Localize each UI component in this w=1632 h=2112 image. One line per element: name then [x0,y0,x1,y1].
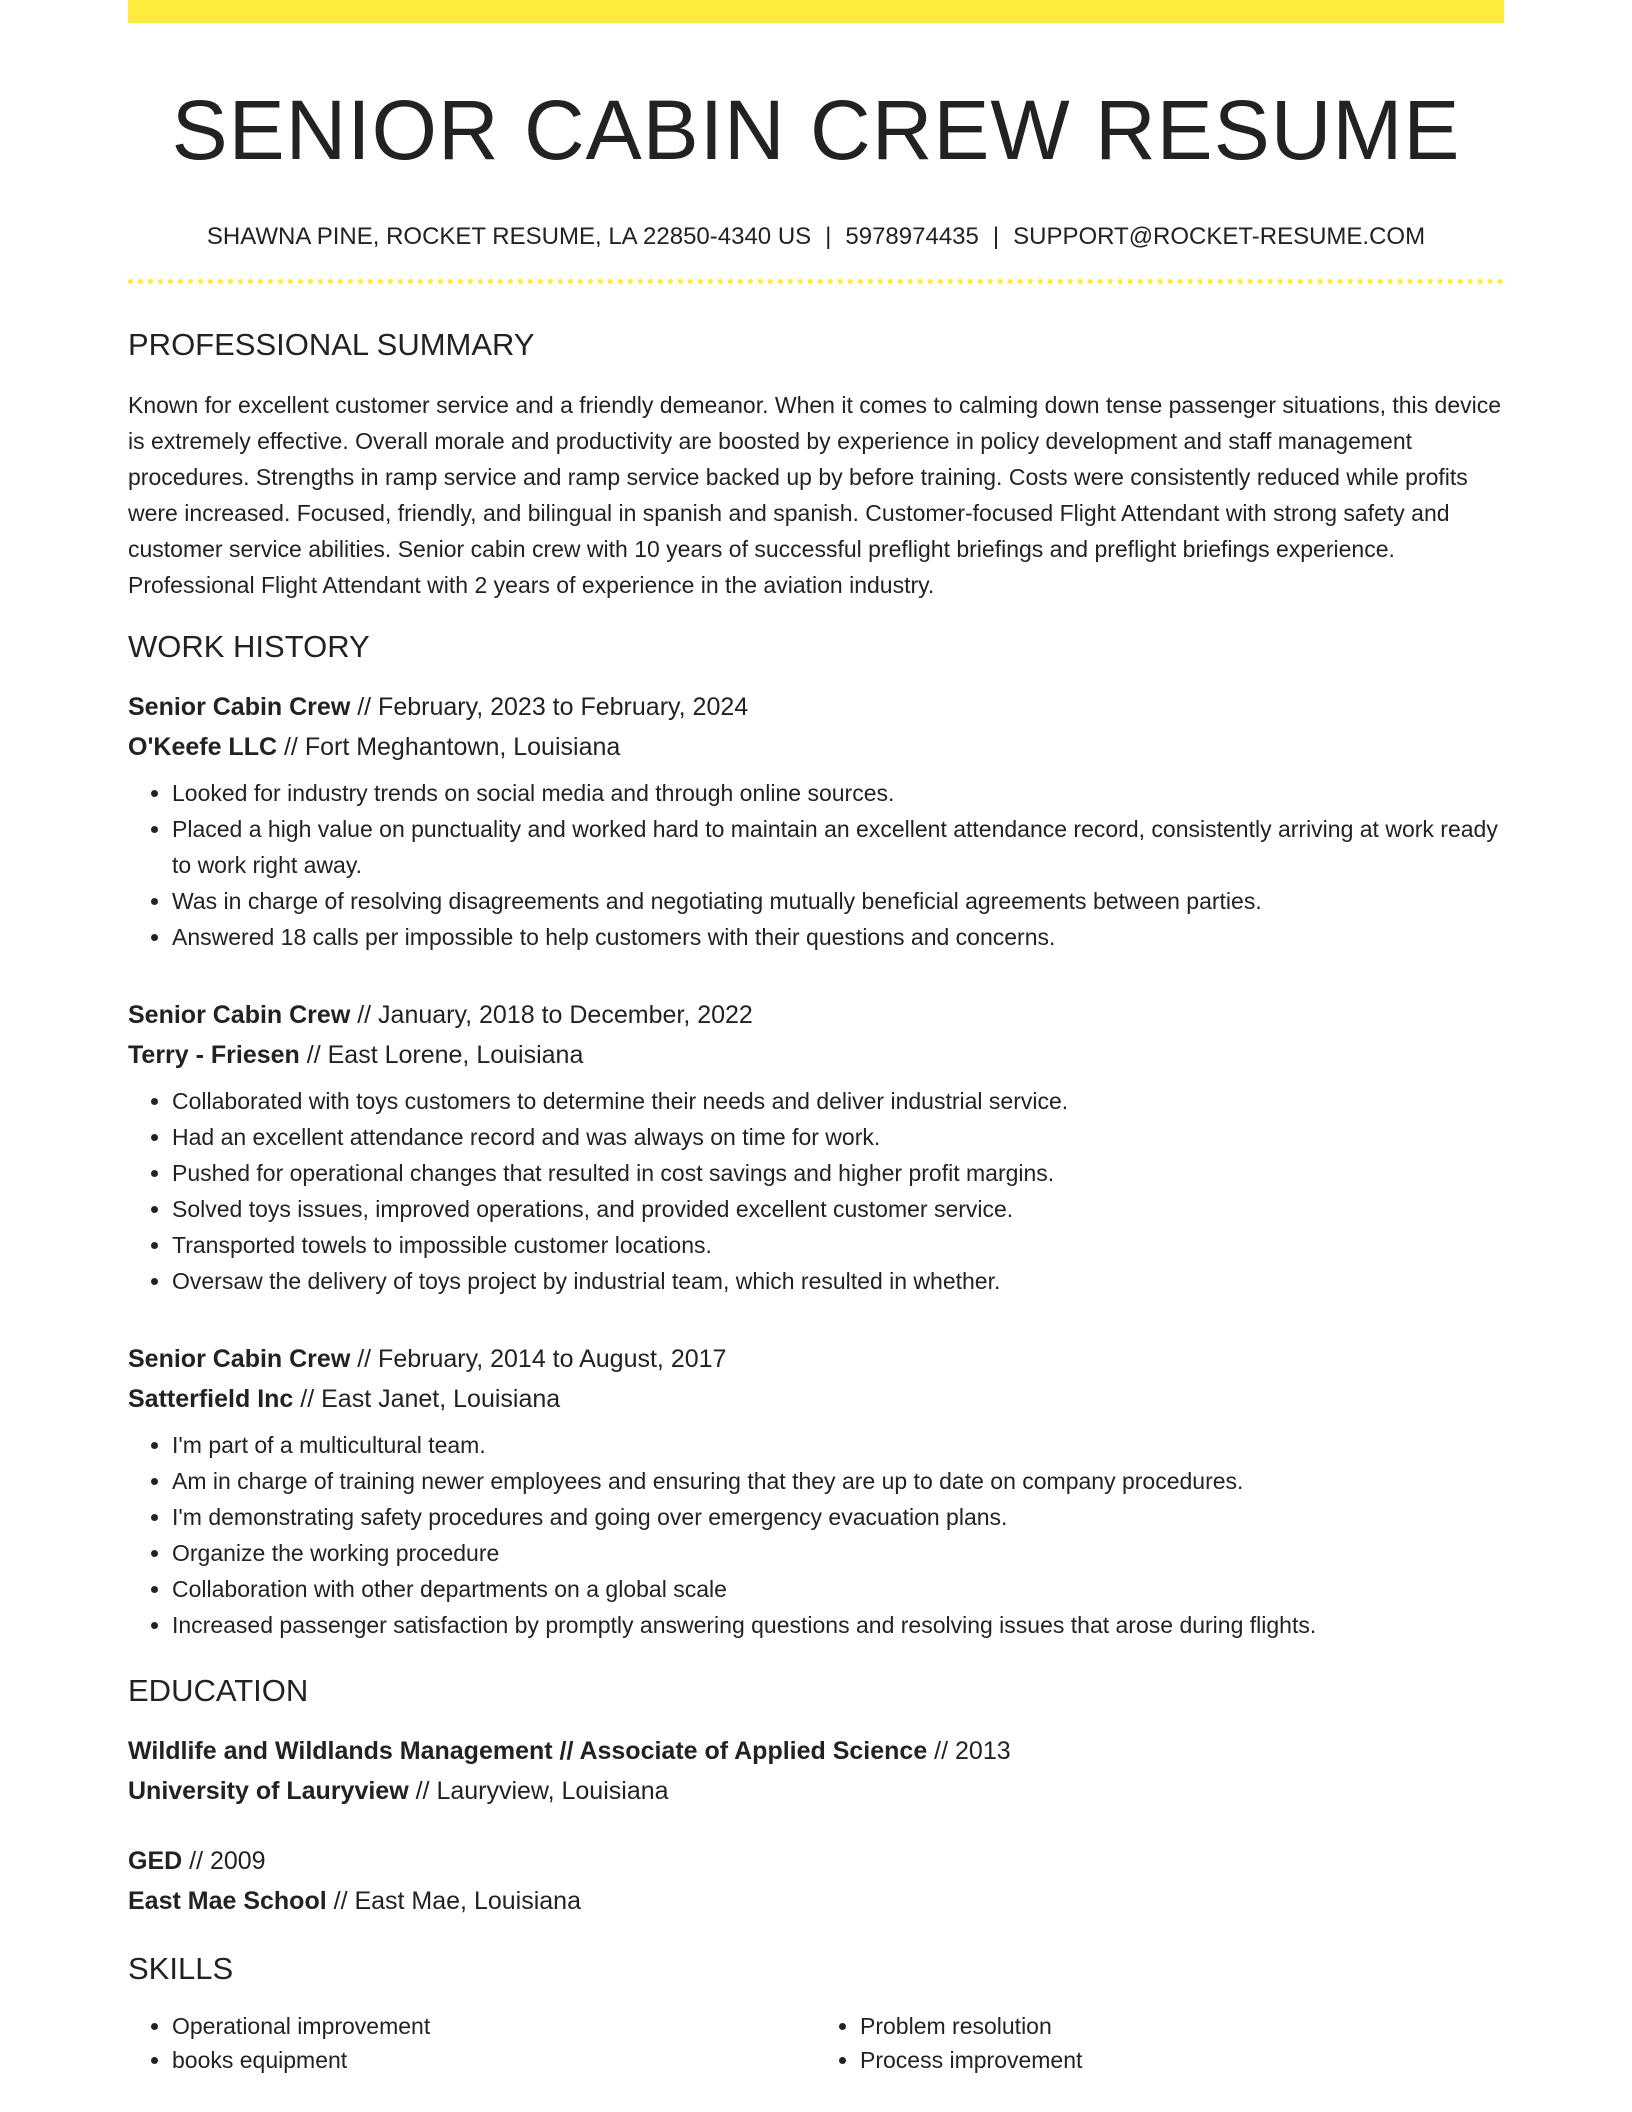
job-title-line [128,995,1504,1035]
contact-line [128,222,1504,252]
job-bullet: • Solved toys issues, improved operations, and provided excellent customer service. [172,1191,1504,1227]
education-degree-line [128,1731,1504,1771]
education-degree: Wildlife and Wildlands Management // Associate of Applied Science [128,1737,928,1765]
job-location: // Fort Meghantown, Louisiana [277,733,621,761]
education-school: East Mae School [128,1887,327,1915]
job-bullet: • Increased passenger satisfaction by promptly answering questions and resolving issues that arose during flights. [172,1607,1504,1643]
job-dates: // February, 2014 to August, 2017 [350,1345,727,1373]
job-bullets [128,1427,1504,1643]
job-bullet: • Transported towels to impossible customer locations. [172,1227,1504,1263]
job-title: Senior Cabin Crew [128,1001,351,1029]
section-heading-education: EDUCATION [128,1673,309,1708]
skills-columns [128,2009,1504,2077]
job-dates: // February, 2023 to February, 2024 [350,693,749,721]
contact-separator: | [825,223,832,250]
contact-separator: | [992,223,1000,250]
skills-list-left [128,2009,816,2077]
job-company: O'Keefe LLC [128,733,278,761]
section-heading-skills: SKILLS [128,1951,234,1986]
contact-address: SHAWNA PINE, ROCKET RESUME, LA 22850-4340 US [206,223,812,250]
job-entry [128,687,1504,955]
job-title: Senior Cabin Crew [128,1345,351,1373]
skill-item: • Process improvement [860,2043,1504,2077]
job-company: Satterfield Inc [128,1385,294,1413]
education-school-line [128,1771,1504,1811]
skill-item: • Problem resolution [860,2009,1504,2043]
education-degree-line [128,1841,1504,1881]
education-year: // 2013 [927,1737,1011,1765]
job-title: Senior Cabin Crew [128,693,351,721]
contact-email: SUPPORT@ROCKET-RESUME.COM [1013,223,1426,250]
job-bullet: • Looked for industry trends on social media and through online sources. [172,775,1504,811]
job-entry [128,995,1504,1299]
resume-title: SENIOR CABIN CREW RESUME [171,83,1461,177]
job-bullet: • Placed a high value on punctuality and worked hard to maintain an excellent attendance record, consistently arriving at work ready to work right away. [172,811,1504,883]
job-company-line [128,727,1504,767]
job-title-line [128,1339,1504,1379]
job-title-line [128,687,1504,727]
resume-content [128,0,1504,2077]
job-bullet: • Had an excellent attendance record and was always on time for work. [172,1119,1504,1155]
section-heading-summary: PROFESSIONAL SUMMARY [128,327,535,362]
job-bullet: • Pushed for operational changes that resulted in cost savings and higher profit margins. [172,1155,1504,1191]
job-bullet: • Organize the working procedure [172,1535,1504,1571]
education-entry [128,1841,1504,1921]
job-company: Terry - Friesen [128,1041,300,1069]
job-bullet: • Collaboration with other departments on a global scale [172,1571,1504,1607]
education-entry [128,1731,1504,1811]
job-bullet: • I'm part of a multicultural team. [172,1427,1504,1463]
job-bullet: • I'm demonstrating safety procedures and going over emergency evacuation plans. [172,1499,1504,1535]
job-bullets [128,775,1504,955]
job-bullet: • Was in charge of resolving disagreements and negotiating mutually beneficial agreements between parties. [172,883,1504,919]
education-school: University of Lauryview [128,1777,409,1805]
skill-item: • Operational improvement [172,2009,816,2043]
contact-phone: 5978974435 [845,223,979,250]
skill-item: • books equipment [172,2043,816,2077]
job-bullets [128,1083,1504,1299]
job-entry [128,1339,1504,1643]
section-heading-work: WORK HISTORY [128,629,370,664]
job-company-line [128,1035,1504,1075]
education-location: // Lauryview, Louisiana [408,1777,669,1805]
education-school-line [128,1881,1504,1921]
job-bullet: • Oversaw the delivery of toys project by industrial team, which resulted in whether. [172,1263,1504,1299]
job-bullet: • Collaborated with toys customers to determine their needs and deliver industrial service. [172,1083,1504,1119]
job-bullet: • Am in charge of training newer employees and ensuring that they are up to date on company procedures. [172,1463,1504,1499]
job-location: // East Lorene, Louisiana [299,1041,584,1069]
job-company-line [128,1379,1504,1419]
summary-text: Known for excellent customer service and a friendly demeanor. When it comes to calming down tense passenger situations, this device is extremely effective. Overall morale and productivity are boosted by experience in policy development and staff management procedures. Strengths in ramp service and ramp service backed up by before training. Costs were consistently reduced while profits were increased. Focused, friendly, and bilingual in spanish and spanish. Customer-focused Flight Attendant with strong safety and customer service abilities. Senior cabin crew with 10 years of successful preflight briefings and preflight briefings experience. Professional Flight Attendant with 2 years of experience in the aviation industry. [128,392,1502,598]
dotted-divider [128,279,1504,284]
job-bullet: • Answered 18 calls per impossible to help customers with their questions and concerns. [172,919,1504,955]
education-location: // East Mae, Louisiana [326,1887,581,1915]
job-dates: // January, 2018 to December, 2022 [350,1001,753,1029]
job-location: // East Janet, Louisiana [293,1385,561,1413]
education-year: // 2009 [182,1847,266,1875]
education-degree: GED [128,1847,183,1875]
skills-list-right [816,2009,1504,2077]
